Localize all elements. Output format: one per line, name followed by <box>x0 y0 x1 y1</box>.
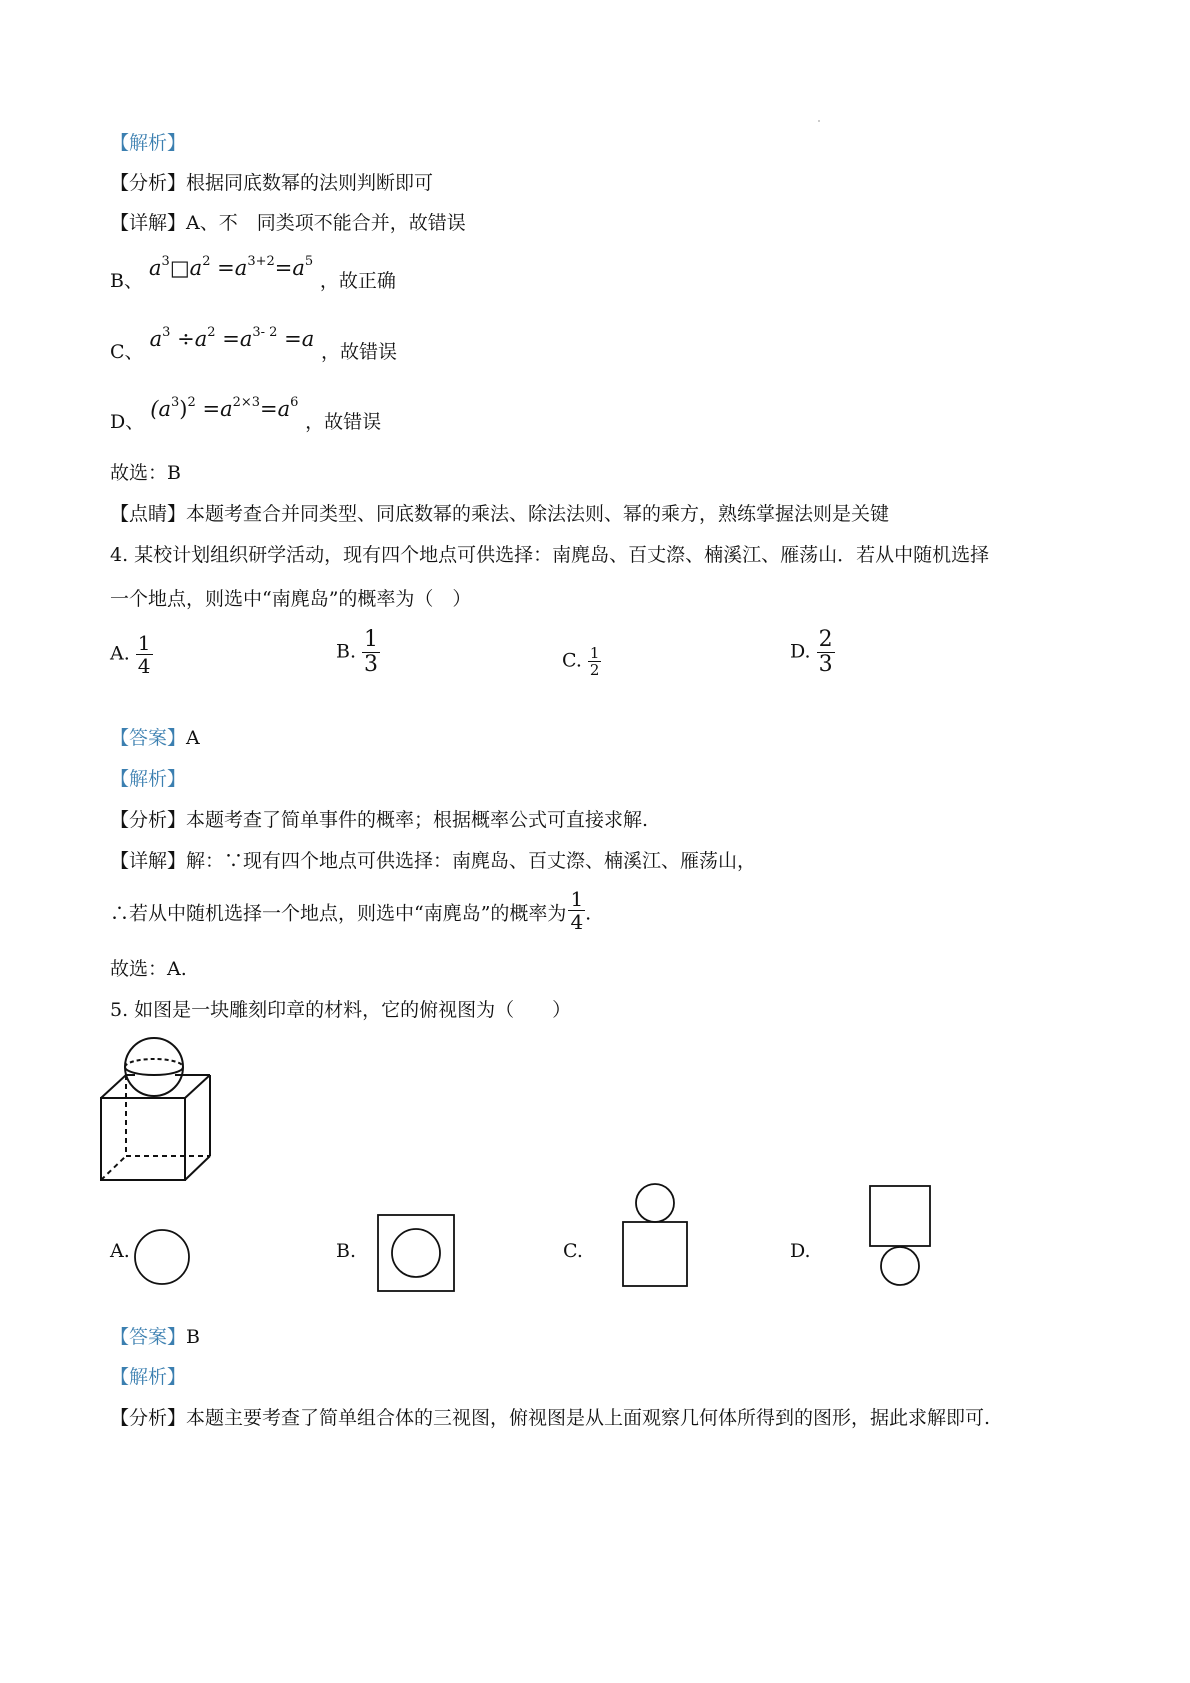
q3-jiexi-heading: 【解析】 <box>110 132 187 154</box>
q5-jiexi-heading: 【解析】 <box>110 1366 187 1388</box>
q5-option-d-square-above-circle <box>867 1183 933 1289</box>
q4-option-d-fraction: $\frac{2}{3}$ <box>818 627 833 677</box>
q4-xiangjie-text: 解：∵现有四个地点可供选择：南麂岛、百丈漈、楠溪江、雁荡山， <box>186 850 757 872</box>
q5-option-a-circle <box>133 1228 191 1286</box>
q4-conclusion-text: ∴若从中随机选择一个地点，则选中“南麂岛”的概率为 <box>110 902 567 925</box>
q5-answer-tag: 【答案】 <box>110 1326 187 1348</box>
q3-fenxi <box>110 171 433 195</box>
q4-option-d: D. $\frac{2}{3}$ <box>790 627 833 677</box>
q4-stem-line2: 一个地点，则选中“南麂岛”的概率为（ ） <box>110 588 472 610</box>
q4-fenxi-text: 本题考查了简单事件的概率；根据概率公式可直接求解. <box>186 809 649 831</box>
q4-fenxi <box>110 808 648 832</box>
q4-jiexi-heading: 【解析】 <box>110 768 187 790</box>
q3-fenxi-text: 根据同底数幂的法则判断即可 <box>186 172 434 194</box>
q4-xiangjie <box>110 849 756 873</box>
q4-guxuan: 故选：A. <box>110 958 187 980</box>
q4-option-b-fraction: $\frac{1}{3}$ <box>364 627 379 677</box>
q3-xiangjie-a: A、不 同类项不能合并，故错误 <box>186 212 466 234</box>
q5-answer-value: B <box>186 1326 200 1348</box>
q5-option-c-circle-above-square <box>620 1183 690 1289</box>
q3-dianjing-tag: 【点睛】 <box>110 503 187 525</box>
q3-c-formula: $a^3 \div a^2 =a^{3- 2} =a$ <box>149 325 315 351</box>
q5-option-a-label: A. <box>110 1240 130 1262</box>
q4-answer-tag: 【答案】 <box>110 727 187 749</box>
q3-guxuan: 故选：B <box>110 462 181 484</box>
scan-speck <box>818 120 820 122</box>
q4-conclusion-fraction: $\frac{1}{4}$ <box>570 887 584 934</box>
q4-fenxi-tag: 【分析】 <box>110 809 187 831</box>
q3-b-formula: $a^3□a^2 =a^{3+2}=a^5$ <box>149 254 314 280</box>
q3-option-b-line <box>110 254 396 293</box>
q5-fenxi <box>110 1406 990 1430</box>
q3-b-suffix: ，故正确 <box>319 270 396 292</box>
q3-dianjing-text: 本题考查合并同类型、同底数幂的乘法、除法法则、幂的乘方，熟练掌握法则是关键 <box>186 503 890 525</box>
q4-option-a-fraction: $\frac{1}{4}$ <box>137 631 151 678</box>
q4-stem-line1: 4. 某校计划组织研学活动，现有四个地点可供选择：南麂岛、百丈漈、楠溪江、雁荡山．若从中随机选择 <box>110 544 990 566</box>
q3-d-formula: $(a^3)^2 =a^{2\times 3}=a^6$ <box>150 395 299 421</box>
q3-xiangjie-tag: 【详解】 <box>110 212 187 234</box>
q5-option-d-label: D. <box>790 1240 811 1262</box>
q4-xiangjie-tag: 【详解】 <box>110 850 187 872</box>
q4-option-c: C. $\frac{1}{2}$ <box>562 644 600 679</box>
q3-d-prefix: D、 <box>110 411 145 433</box>
q4-option-c-fraction: $\frac{1}{2}$ <box>589 644 600 679</box>
q5-option-b-square-circle <box>377 1214 455 1292</box>
q4-option-b: B. $\frac{1}{3}$ <box>336 627 379 677</box>
seal-material-figure <box>100 1038 240 1194</box>
q5-answer <box>110 1325 200 1349</box>
q3-dianjing <box>110 502 889 526</box>
q3-option-c-line <box>110 325 397 364</box>
q5-fenxi-text: 本题主要考查了简单组合体的三视图，俯视图是从上面观察几何体所得到的图形，据此求解即可. <box>186 1407 991 1429</box>
q3-c-suffix: ，故错误 <box>320 341 397 363</box>
q3-d-suffix: ，故错误 <box>305 411 382 433</box>
q3-b-prefix: B、 <box>110 270 143 292</box>
q5-stem: 5. 如图是一块雕刻印章的材料，它的俯视图为（ ） <box>110 999 572 1021</box>
q5-option-b-label: B. <box>336 1240 357 1262</box>
q5-fenxi-tag: 【分析】 <box>110 1407 187 1429</box>
q3-c-prefix: C、 <box>110 341 144 363</box>
q4-answer-value: A <box>186 727 200 749</box>
q4-option-a: A. $\frac{1}{4}$ <box>110 631 151 678</box>
q3-fenxi-tag: 【分析】 <box>110 172 187 194</box>
q4-answer <box>110 726 200 750</box>
q4-conclusion: ∴若从中随机选择一个地点，则选中“南麂岛”的概率为 $\frac{1}{4}$ . <box>110 887 592 934</box>
q5-option-c-label: C. <box>563 1240 583 1262</box>
q3-option-d-line <box>110 395 382 434</box>
q3-xiangjie <box>110 211 466 235</box>
